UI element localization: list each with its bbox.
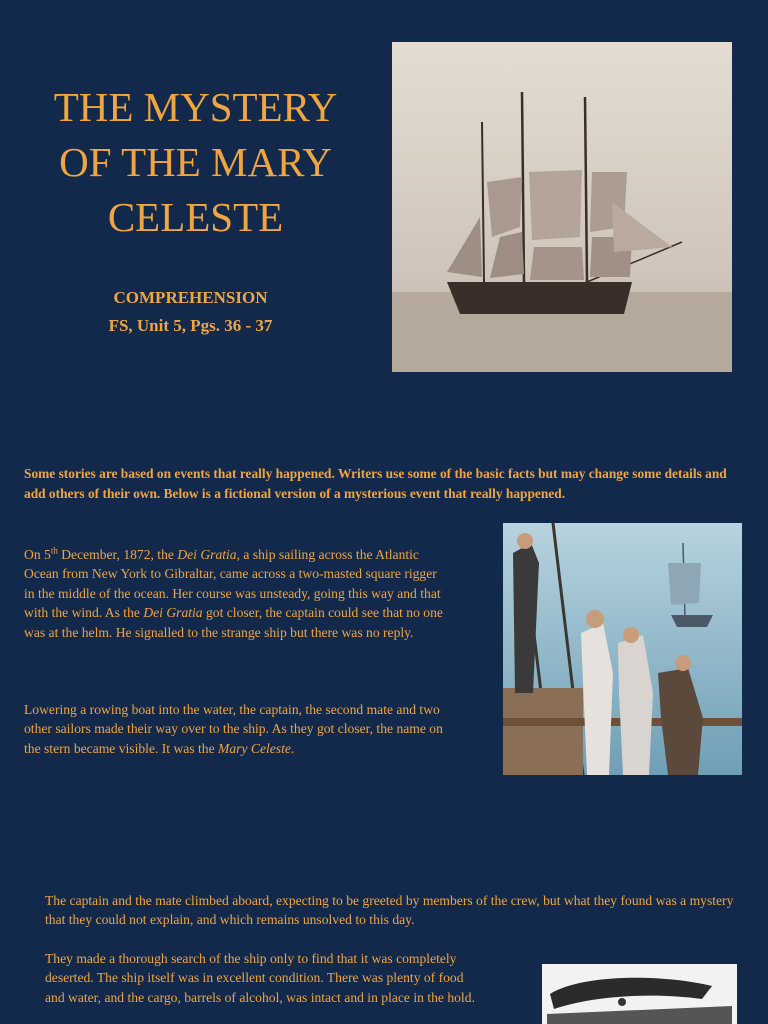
crew-on-deck-painting bbox=[503, 523, 742, 775]
subtitle-line-2: FS, Unit 5, Pgs. 36 - 37 bbox=[108, 316, 273, 335]
page-title bbox=[18, 80, 373, 245]
story-paragraph-3: The captain and the mate climbed aboard, expecting to be greeted by members of the crew, but what they found was a mystery that they could not explain, and which remains unsolved to this day. bbox=[45, 893, 734, 928]
p2-text-b: . bbox=[290, 740, 295, 756]
title-line-1: THE MYSTERY bbox=[53, 84, 338, 130]
sailing-ship-illustration bbox=[392, 42, 732, 372]
story-paragraph-1 bbox=[24, 545, 444, 642]
ship-name-dei-gratia-2: Dei Gratia bbox=[143, 605, 203, 621]
p2-text-a: Lowering a rowing boat into the water, the captain, the second mate and two other sailors made their way over to the ship. As they got closer, the name on the stern became visible. It was the bbox=[24, 702, 443, 756]
ship-sketch-illustration bbox=[542, 964, 737, 1024]
crew-illustration bbox=[503, 523, 742, 775]
sailing-ship-photo bbox=[392, 42, 732, 372]
p1-text-a: On 5 bbox=[24, 547, 51, 562]
p1-text-d: got closer, the captain could see that no one was at the helm. He signalled to the strange ship but there was no reply. bbox=[24, 605, 443, 640]
p1-ordinal-suffix: th bbox=[50, 545, 58, 556]
p1-text-c: , a ship sailing across the Atlantic Ocean from New York to Gibraltar, came across a two-masted square rigger in the middle of the ocean. Her course was unsteady, going this way and that with the wind. As the bbox=[24, 547, 441, 621]
subtitle bbox=[18, 284, 363, 340]
title-line-2: OF THE MARY bbox=[59, 139, 332, 185]
title-line-3: CELESTE bbox=[107, 194, 284, 240]
p1-text-b: December, 1872, the bbox=[57, 547, 178, 562]
ship-name-dei-gratia: Dei Gratia bbox=[177, 547, 237, 562]
story-paragraph-4: They made a thorough search of the ship only to find that it was completely deserted. The ship itself was in excellent condition. There was plenty of food and water, and the cargo, barrels of alcohol, was intact and in place in the hold. bbox=[45, 951, 475, 1005]
subtitle-line-1: COMPREHENSION bbox=[113, 288, 268, 307]
story-paragraph-2 bbox=[24, 700, 444, 758]
intro-paragraph: Some stories are based on events that really happened. Writers use some of the basic facts but may change some details and add others of their own. Below is a fictional version of a mysterious event that really happened. bbox=[24, 466, 727, 501]
ship-sketch-image bbox=[542, 964, 737, 1024]
ship-name-mary-celeste: Mary Celeste bbox=[218, 740, 291, 756]
